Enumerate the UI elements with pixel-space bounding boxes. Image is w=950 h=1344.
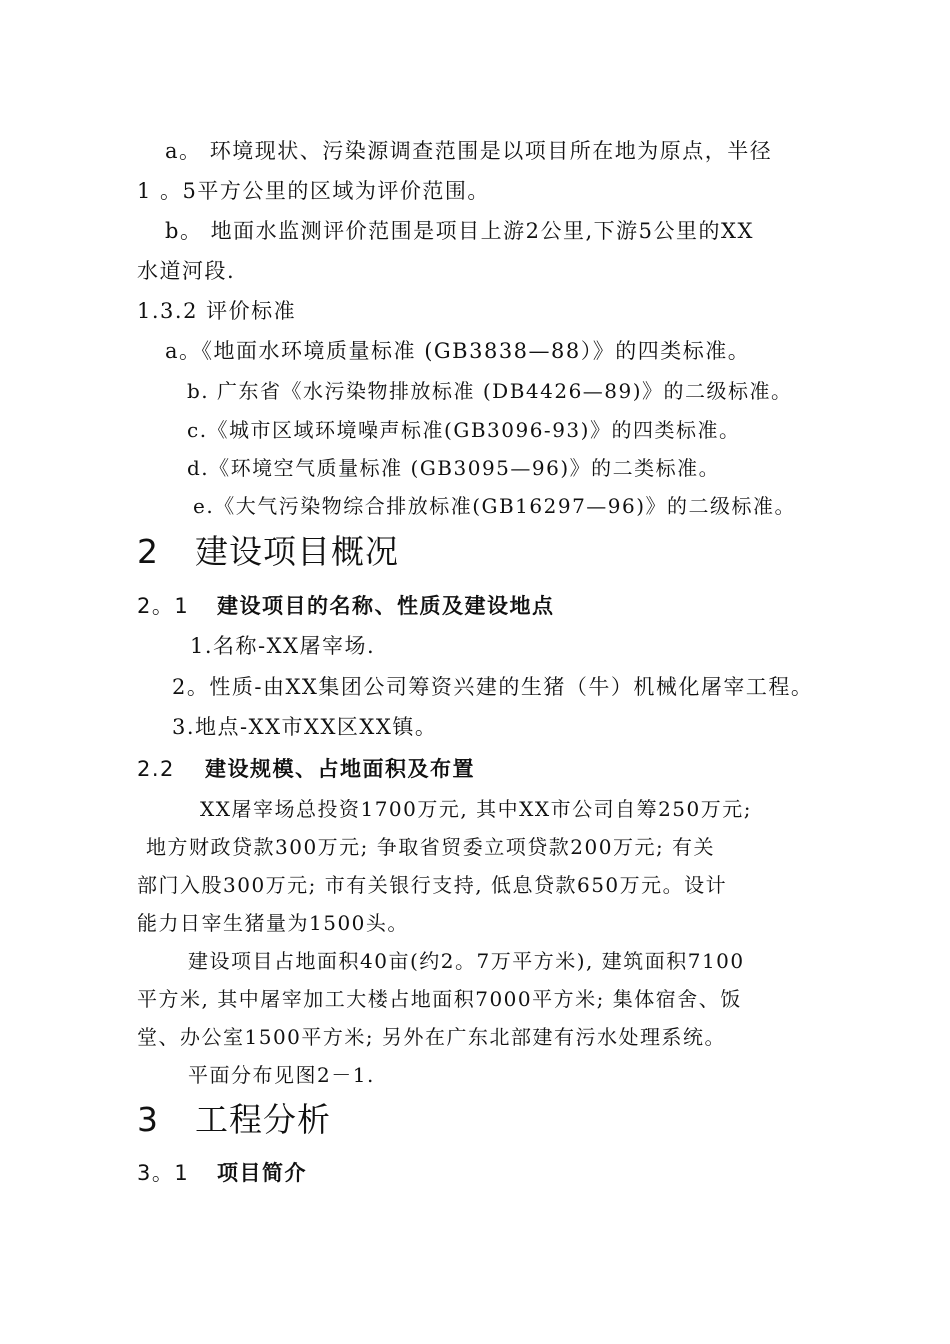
scale-para2-line1: 建设项目占地面积40亩(约2。7万平方米), 建筑面积7100 [188,949,745,973]
section-2-heading [137,532,399,572]
scope-b-line2: 水道河段. [137,259,236,283]
standard-item-b: b. 广东省《水污染物排放标准 (DB4426—89)》的二级标准。 [187,379,793,403]
project-name: 1.名称-XX屠宰场. [190,634,376,658]
section-2-2-heading [137,755,475,783]
section-2-number: 2 [137,532,159,571]
section-3-number: 3 [137,1100,159,1139]
section-2-2-title: 建设规模、占地面积及布置 [205,757,475,781]
section-2-1-heading [137,592,555,620]
scale-para1-line3: 部门入股300万元; 市有关银行支持, 低息贷款650万元。设计 [137,873,728,897]
standard-item-c: c.《城市区域环境噪声标准(GB3096-93)》的四类标准。 [187,418,741,442]
project-location: 3.地点-XX市XX区XX镇。 [172,715,438,739]
scope-a-line2: 1 。5平方公里的区域为评价范围。 [137,179,490,203]
scope-a-line1: a。 环境现状、污染源调查范围是以项目所在地为原点，半径 [165,139,773,163]
scale-para1-line2: 地方财政贷款300万元; 争取省贸委立项贷款200万元; 有关 [146,835,716,859]
layout-figure-reference: 平面分布见图2－1. [188,1063,375,1087]
section-2-title: 建设项目概况 [195,532,399,571]
standard-item-e: e.《大气污染物综合排放标准(GB16297—96)》的二级标准。 [193,494,797,518]
section-3-1-heading [137,1159,307,1187]
standard-item-a: a。《地面水环境质量标准 (GB3838—88）》的四类标准。 [165,339,751,363]
section-3-1-title: 项目简介 [217,1161,307,1185]
scale-para2-line3: 堂、办公室1500平方米; 另外在广东北部建有污水处理系统。 [137,1025,726,1049]
scale-para2-line2: 平方米, 其中屠宰加工大楼占地面积7000平方米; 集体宿舍、饭 [137,987,742,1011]
scope-b-line1: b。 地面水监测评价范围是项目上游2公里,下游5公里的XX [165,219,754,243]
section-2-1-number: 2。1 [137,594,190,618]
standards-heading: 1.3.2 评价标准 [137,299,297,323]
section-2-1-title: 建设项目的名称、性质及建设地点 [217,594,555,618]
section-3-heading [137,1100,331,1140]
section-3-title: 工程分析 [195,1100,331,1139]
section-2-2-number: 2.2 [137,757,175,781]
scale-para1-line1: XX屠宰场总投资1700万元, 其中XX市公司自筹250万元; [200,797,752,821]
standard-item-d: d.《环境空气质量标准 (GB3095—96)》的二类标准。 [187,456,721,480]
scale-para1-line4: 能力日宰生猪量为1500头。 [137,911,409,935]
project-nature: 2。性质-由XX集团公司筹资兴建的生猪（牛）机械化屠宰工程。 [172,675,814,699]
section-3-1-number: 3。1 [137,1161,190,1185]
